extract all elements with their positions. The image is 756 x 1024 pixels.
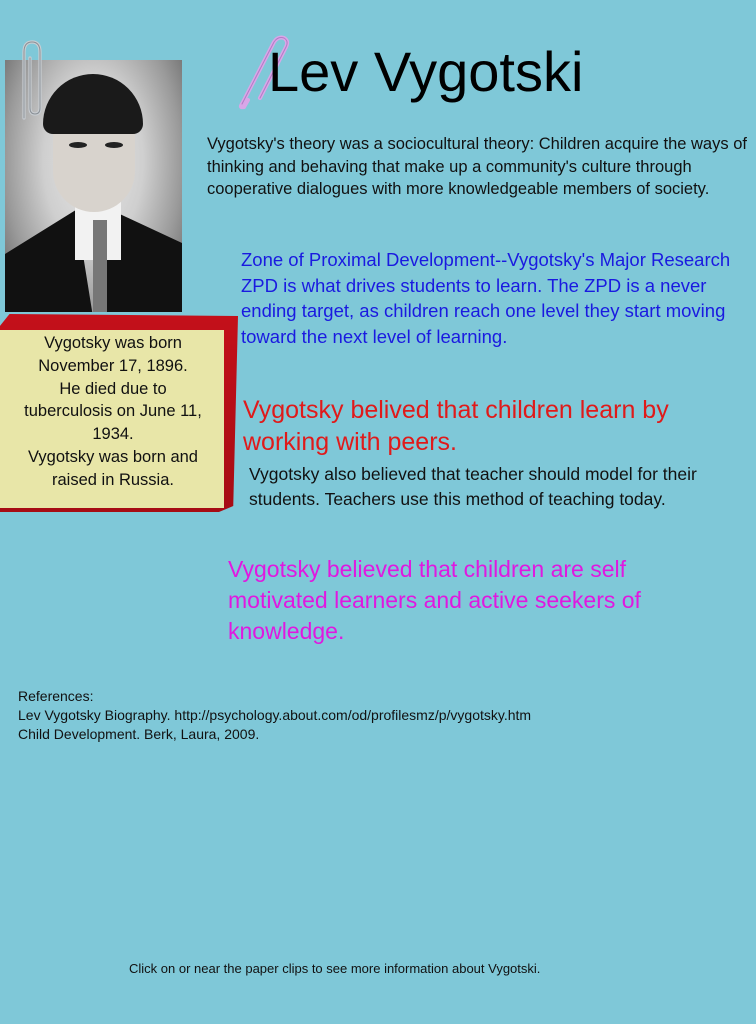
zpd-body: ZPD is what drives students to learn. The ZPD is a never ending target, as children reach one level they start moving toward the next level of learning. bbox=[241, 274, 726, 347]
reference-item: Child Development. Berk, Laura, 2009. bbox=[18, 726, 260, 742]
footer-instruction: Click on or near the paper clips to see more information about Vygotski. bbox=[129, 961, 541, 976]
intro-paragraph: Vygotsky's theory was a sociocultural theory: Children acquire the ways of thinking and behaving that make up a community's culture through cooperative dialogues with more knowledgeable members of society. bbox=[207, 135, 747, 198]
bio-note-line: November 17, 1896. bbox=[38, 356, 188, 375]
portrait-eye bbox=[69, 142, 87, 148]
portrait-tie bbox=[93, 220, 107, 312]
bio-note-line: Vygotsky was born and bbox=[28, 447, 198, 466]
references bbox=[18, 687, 531, 744]
paperclip-silver-icon[interactable] bbox=[18, 38, 46, 126]
teacher-model-paragraph: Vygotsky also believed that teacher should model for their students. Teachers use this method of teaching today. bbox=[249, 464, 697, 509]
bio-note-line: raised in Russia. bbox=[52, 470, 174, 489]
bio-note-line: Vygotsky was born bbox=[44, 334, 182, 352]
zpd-heading: Zone of Proximal Development--Vygotsky's Major Research bbox=[241, 249, 731, 270]
page-title: Lev Vygotski bbox=[268, 40, 584, 103]
self-motivated-statement: Vygotsky believed that children are self motivated learners and active seekers of knowledge. bbox=[228, 556, 641, 644]
bio-note-text bbox=[4, 332, 222, 492]
portrait-hair bbox=[43, 74, 143, 134]
references-heading: References: bbox=[18, 688, 94, 704]
zpd-section bbox=[241, 247, 741, 349]
peers-statement: Vygotsky belived that children learn by working with peers. bbox=[243, 396, 669, 456]
portrait-eye bbox=[105, 142, 123, 148]
reference-item: Lev Vygotsky Biography. http://psychology.about.com/od/profilesmz/p/vygotsky.htm bbox=[18, 707, 532, 723]
bio-note-line: He died due to bbox=[59, 379, 167, 398]
bio-note-line: 1934. bbox=[92, 425, 134, 444]
bio-note-line: tuberculosis on June 11, bbox=[24, 402, 202, 421]
